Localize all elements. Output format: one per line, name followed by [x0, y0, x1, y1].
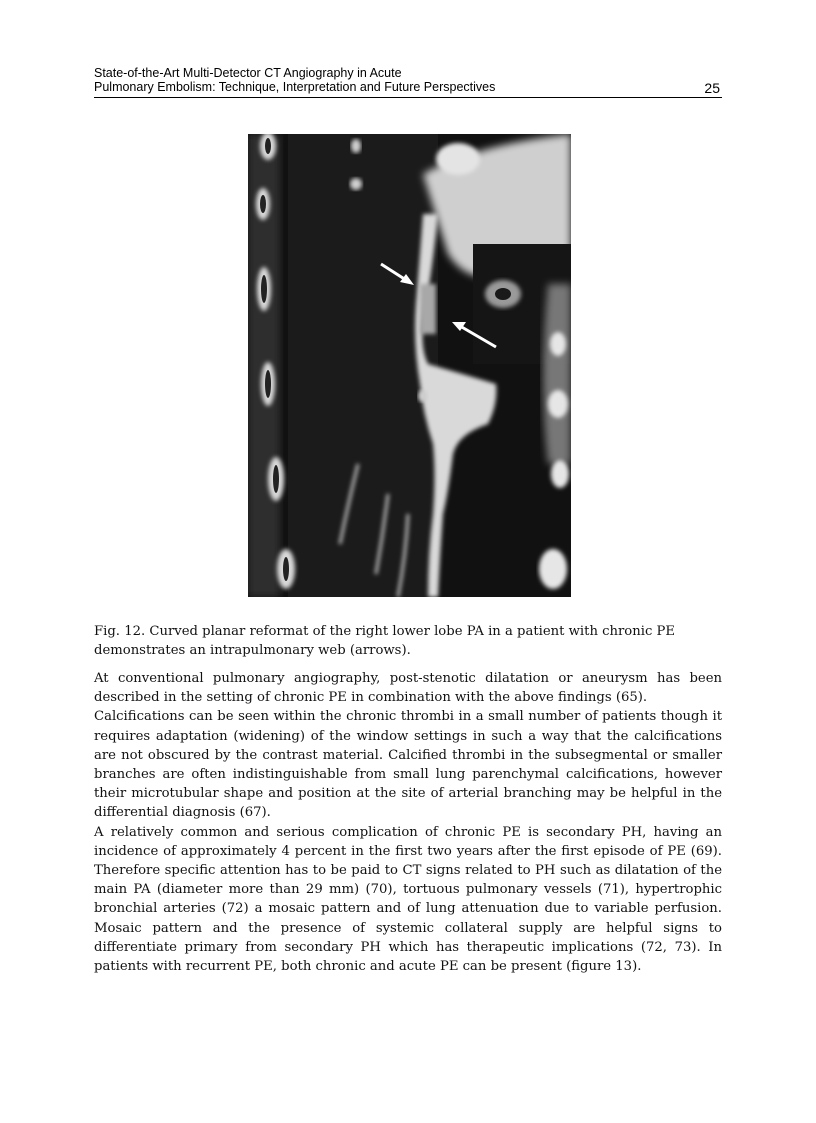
body-text: [94, 669, 722, 976]
running-header: [94, 66, 722, 94]
caption-line-1: Fig. 12. Curved planar reformat of the right lower lobe PA in a patient with chronic PE: [94, 624, 676, 639]
figure-caption: [94, 622, 722, 660]
caption-line-2: demonstrates an intrapulmonary web (arrows).: [94, 643, 411, 658]
header-rule: [94, 97, 722, 98]
paragraph-1: At conventional pulmonary angiography, post-stenotic dilatation or aneurysm has been described in the setting of chronic PE in combination with the above findings (65).: [94, 671, 722, 706]
page-number: 25: [704, 80, 720, 96]
header-title-line-1: State-of-the-Art Multi-Detector CT Angiography in Acute: [94, 66, 402, 80]
ct-image: [248, 134, 571, 597]
paragraph-2: Calcifications can be seen within the chronic thrombi in a small number of patients though it requires adaptation (widening) of the window settings in such a way that the calcifications are not obscured by the contrast material. Calcified thrombi in the subsegmental or smaller branches are often indistinguishable from small lung parenchymal calcifications, however their microtubular shape and position at the site of arterial branching may be helpful in the differential diagnosis (67).: [94, 709, 722, 821]
header-title-line-2: Pulmonary Embolism: Technique, Interpretation and Future Perspectives: [94, 80, 496, 94]
paragraph-3: A relatively common and serious complication of chronic PE is secondary PH, having an incidence of approximately 4 percent in the first two years after the first episode of PE (69). Therefore specific attention has to be paid to CT signs related to PH such as dilatation of the main PA (diameter more than 29 mm) (70), tortuous pulmonary vessels (71), hypertrophic bronchial arteries (72) a mosaic pattern and of lung attenuation due to variable perfusion. Mosaic pattern and the presence of systemic collateral supply are helpful signs to differentiate primary from secondary PH which has therapeutic implications (72, 73). In patients with recurrent PE, both chronic and acute PE can be present (figure 13).: [94, 824, 722, 975]
ct-figure: [248, 134, 571, 597]
